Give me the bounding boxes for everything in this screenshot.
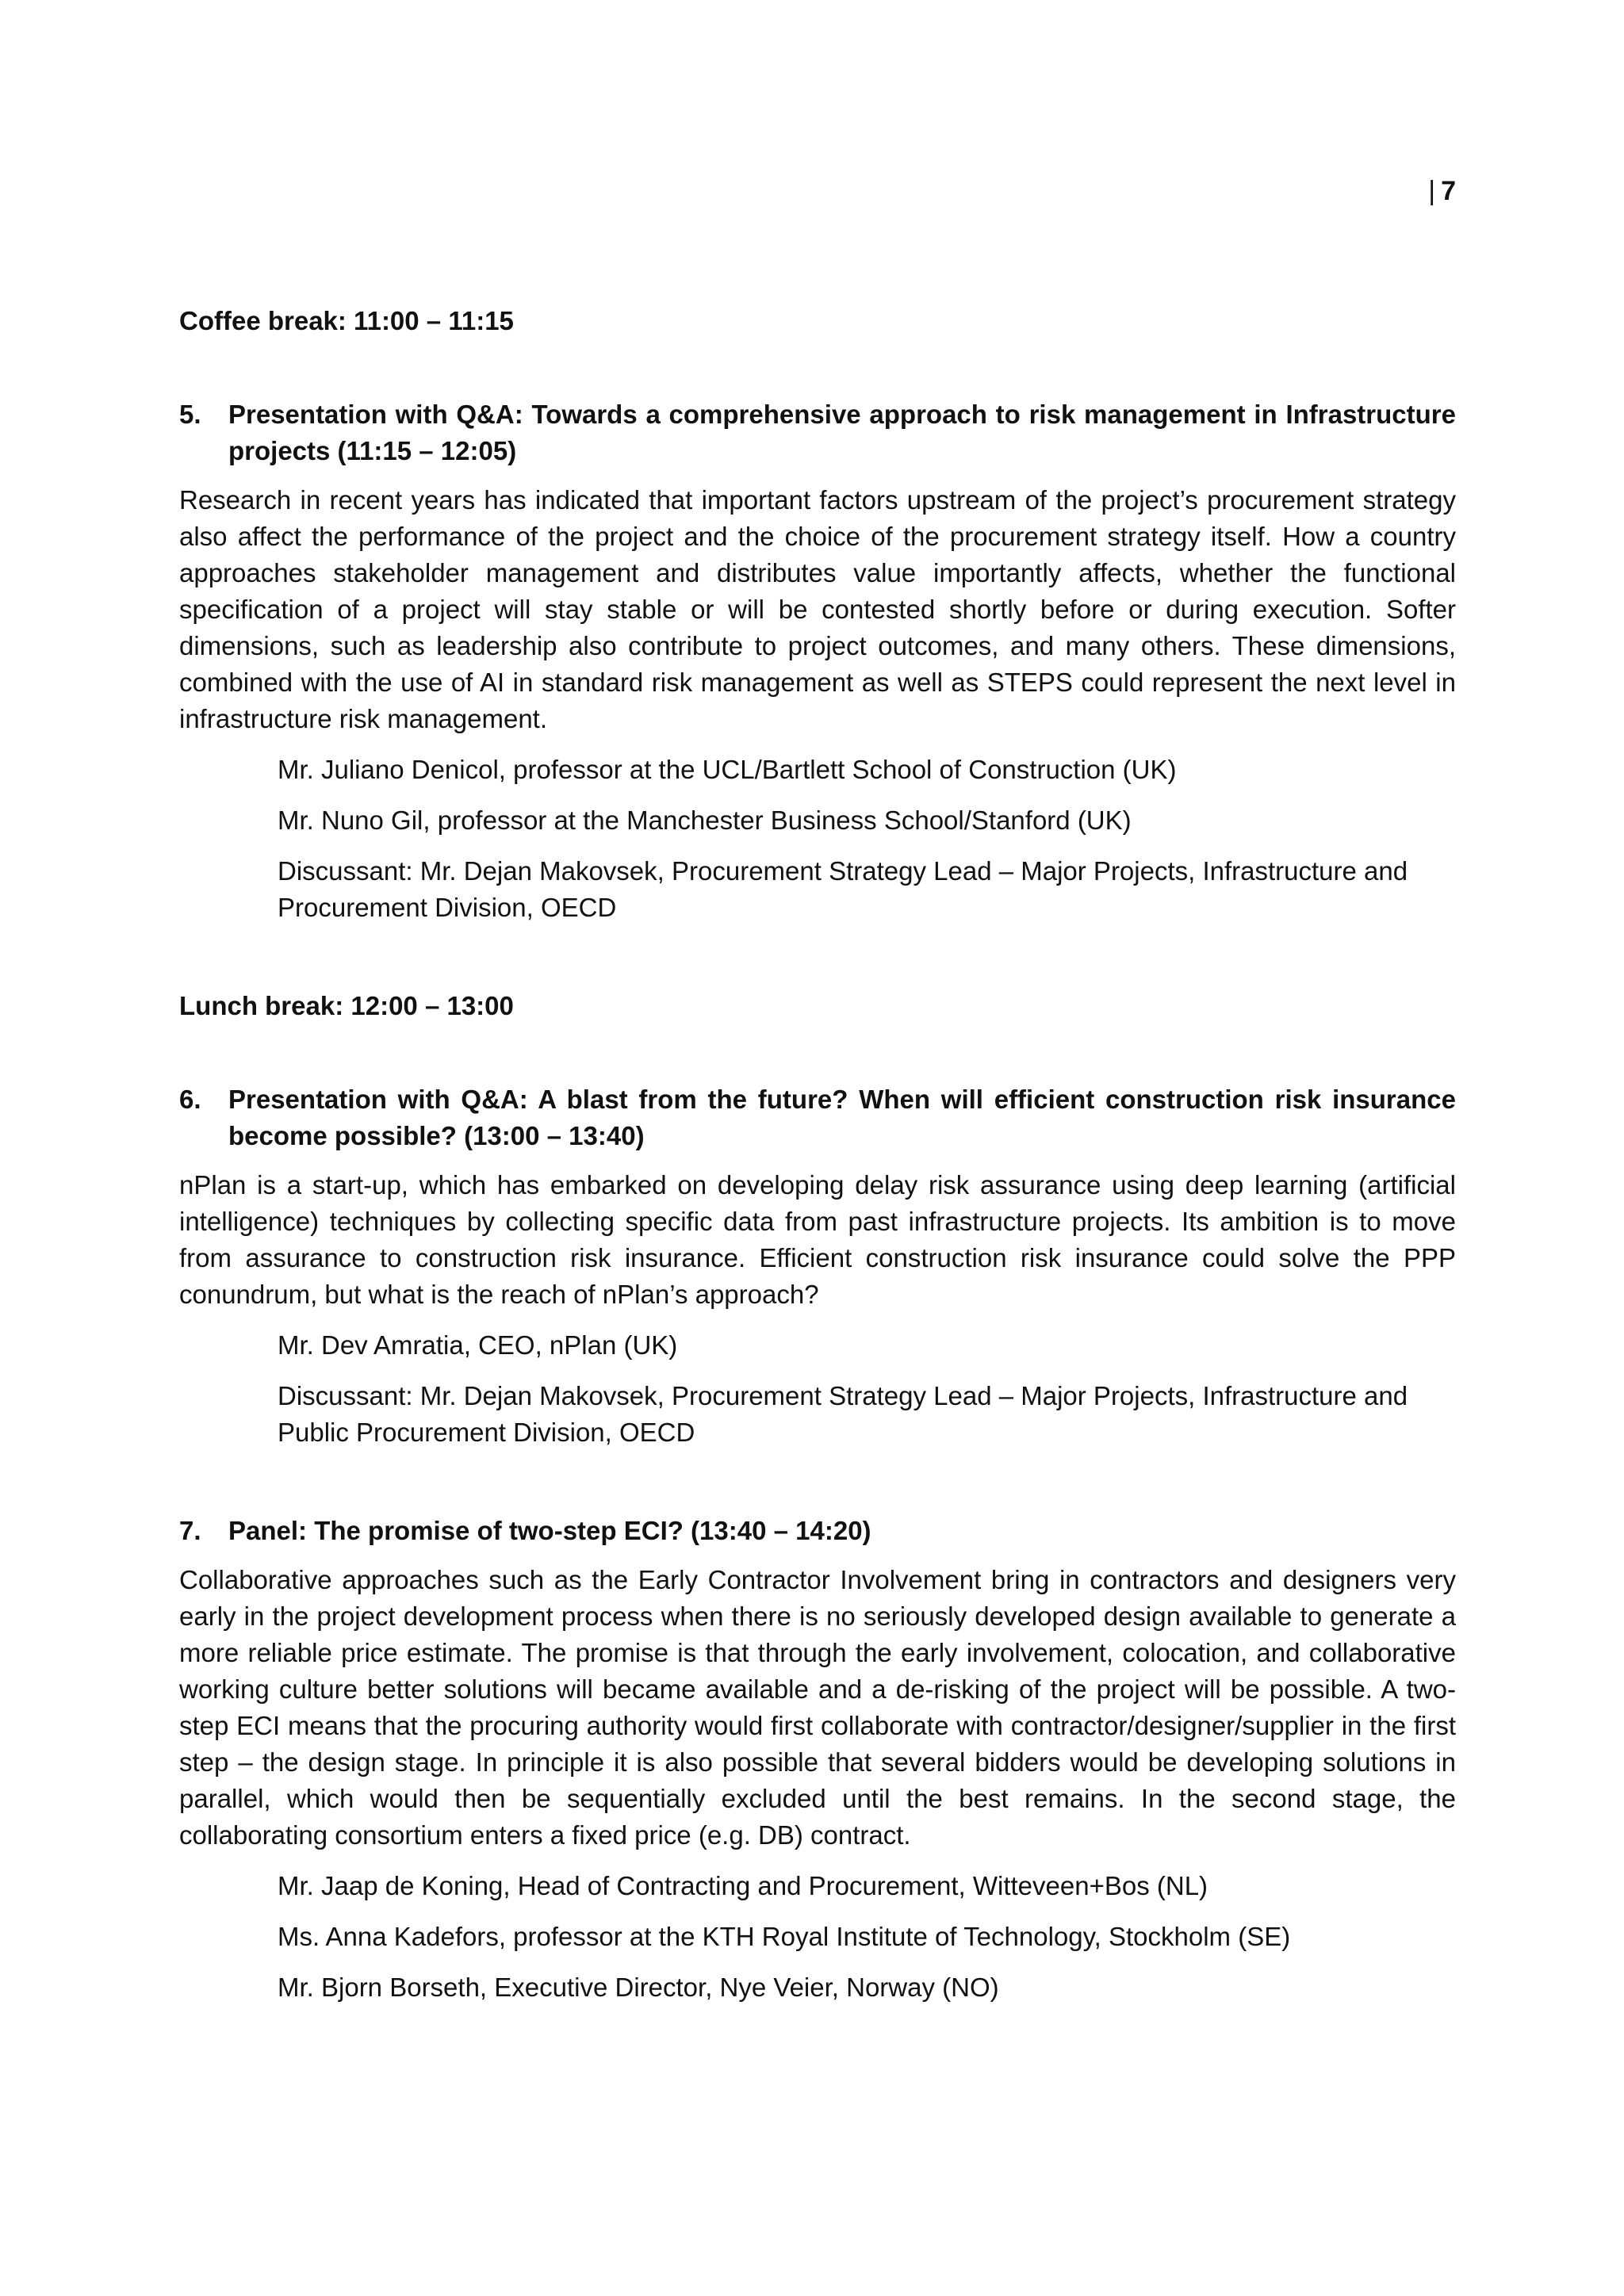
page-number-value: 7 [1441,176,1457,206]
page-number-separator: | [1428,176,1437,206]
section-6-speaker: Mr. Dev Amratia, CEO, nPlan (UK) [278,1330,678,1360]
section-5-number: 5. [179,400,201,429]
section-6-body: nPlan is a start-up, which has embarked on developing delay risk assurance using deep learning (artificial intelligence) techniques by collecting specific data from past infrastructure projects. Its ambition is to move from assurance to construction risk insurance. Efficient construction risk insurance could solve the PPP conundrum, but what is the reach of nPlan’s approach? [179,1170,1456,1309]
section-7-heading [179,1513,1456,1549]
section-7-speaker: Ms. Anna Kadefors, professor at the KTH Royal Institute of Technology, Stockholm (SE) [278,1922,1291,1951]
section-6-number: 6. [179,1085,201,1114]
lunch-break-title: Lunch break: 12:00 – 13:00 [179,991,514,1020]
section-5-body: Research in recent years has indicated that important factors upstream of the project’s procurement strategy also affect the performance of the project and the choice of the procurement strategy itself. How a country approaches stakeholder management and distributes value importantly affects, whether the functional specification of a project will stay stable or will be contested shortly before or during execution. Softer dimensions, such as leadership also contribute to project outcomes, and many others. These dimensions, combined with the use of AI in standard risk management as well as STEPS could represent the next level in infrastructure risk management. [179,485,1456,733]
section-5-heading [179,396,1456,469]
section-5-title: Presentation with Q&A: Towards a comprehensive approach to risk management in Infrastructure projects (11:15 – 12:05) [228,400,1456,465]
section-7-speaker: Mr. Bjorn Borseth, Executive Director, Nye Veier, Norway (NO) [278,1973,999,2002]
section-7-title: Panel: The promise of two-step ECI? (13:40 – 14:20) [228,1516,871,1545]
section-5-speaker: Mr. Nuno Gil, professor at the Manchester Business School/Stanford (UK) [278,806,1132,835]
section-7-speaker: Mr. Jaap de Koning, Head of Contracting and Procurement, Witteveen+Bos (NL) [278,1871,1208,1900]
document-content [179,303,1456,2006]
page-number [1428,176,1457,207]
section-5-speaker: Mr. Juliano Denicol, professor at the UCL/Bartlett School of Construction (UK) [278,755,1177,784]
section-5-discussant: Discussant: Mr. Dejan Makovsek, Procurement Strategy Lead – Major Projects, Infrastructure and Procurement Division, OECD [278,856,1408,922]
section-6-discussant: Discussant: Mr. Dejan Makovsek, Procurement Strategy Lead – Major Projects, Infrastructure and Public Procurement Division, OECD [278,1381,1408,1447]
coffee-break-title: Coffee break: 11:00 – 11:15 [179,306,514,335]
section-6-title: Presentation with Q&A: A blast from the future? When will efficient construction risk insurance become possible? (13:00 – 13:40) [228,1085,1456,1150]
section-6-heading [179,1081,1456,1154]
section-7-body: Collaborative approaches such as the Early Contractor Involvement bring in contractors and designers very early in the project development process when there is no seriously developed design available to generate a more reliable price estimate. The promise is that through the early involvement, colocation, and collaborative working culture better solutions will became available and a de-risking of the project will be possible. A two-step ECI means that the procuring authority would first collaborate with contractor/designer/supplier in the first step – the design stage. In principle it is also possible that several bidders would be developing solutions in parallel, which would then be sequentially excluded until the best remains. In the second stage, the collaborating consortium enters a fixed price (e.g. DB) contract. [179,1565,1456,1850]
section-7-number: 7. [179,1516,201,1545]
